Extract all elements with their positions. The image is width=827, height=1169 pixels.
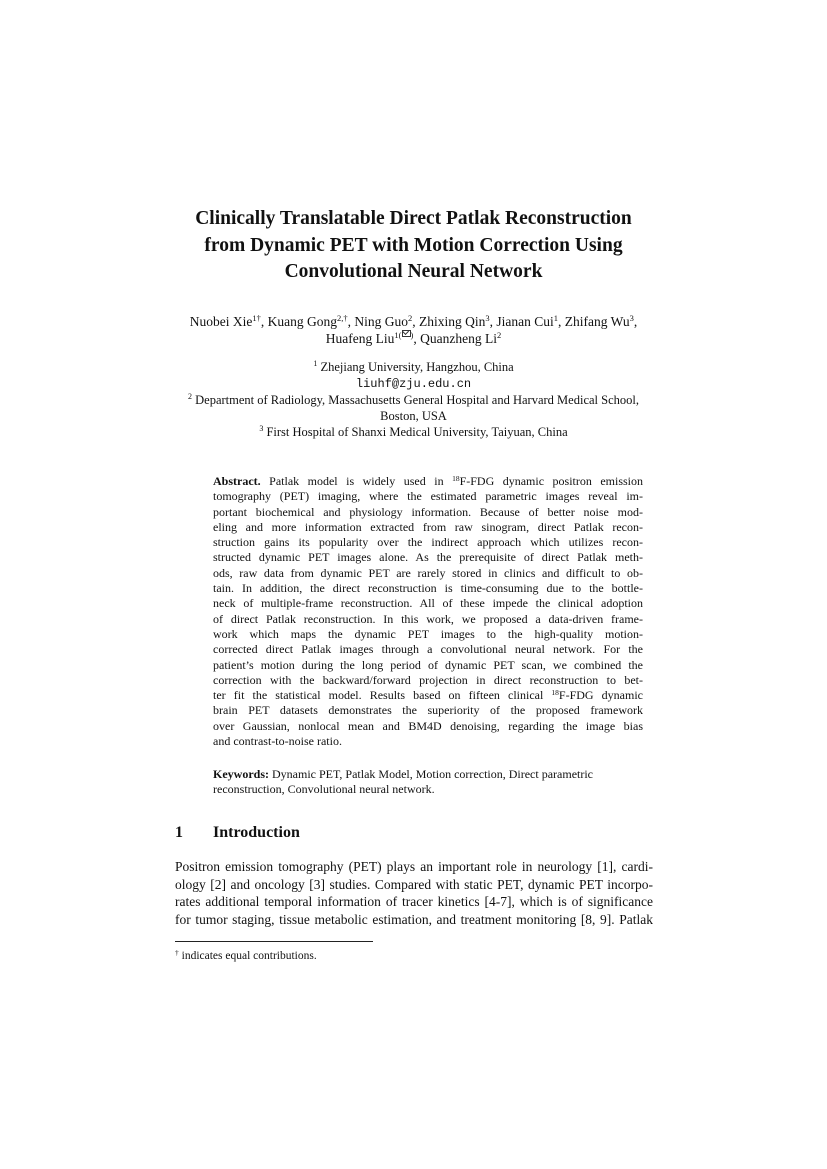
abstract-line: correction with the backward/forward projection in direct reconstruction to bet- — [213, 672, 643, 687]
author-name: Huafeng Liu — [325, 331, 395, 346]
body-line: Positron emission tomography (PET) plays an important role in neurology [1], cardi- — [175, 859, 653, 874]
abstract-line: and contrast-to-noise ratio. — [213, 734, 342, 749]
body-line: for tumor staging, tissue metabolic estimation, and treatment monitoring [8, 9]. Patlak — [175, 911, 653, 927]
author-name: Quanzheng Li — [420, 331, 497, 346]
author-affil-mark: 3 — [629, 313, 634, 323]
abstract-line: over Gaussian, nonlocal mean and BM4D denoising, regarding the image bias — [213, 718, 643, 733]
abstract-line: ter fit the statistical model. Results based on fifteen clinical $^{18}$F-FDG dynamic — [213, 688, 644, 703]
author-affil-mark: 2,† — [337, 313, 348, 323]
footnote-text: indicates equal contributions. — [178, 950, 317, 962]
abstract-line: tain. In addition, the direct reconstruction is time-consuming due to the bottle- — [213, 581, 643, 596]
affiliation-2-cont: Boston, USA — [380, 409, 447, 423]
affiliation-1: $^1$ Zhejiang University, Hangzhou, China — [313, 359, 514, 374]
paper-title — [150, 206, 677, 286]
affiliation-3: $^3$ First Hospital of Shanxi Medical University, Taiyuan, China — [259, 424, 568, 439]
author-name: Ning Guo — [354, 314, 409, 329]
title-line: Clinically Translatable Direct Patlak Reconstruction — [195, 208, 632, 229]
abstract-line: ods, raw data from dynamic PET are rarely stored in clinics and difficult to ob- — [213, 565, 643, 580]
keywords-label: Keywords: — [213, 767, 269, 781]
author-affil-mark: 2 — [408, 313, 413, 323]
intro-paragraph — [175, 858, 653, 928]
author-name: Kuang Gong — [267, 314, 338, 329]
section-heading — [175, 824, 300, 842]
author-name: Nuobei Xie — [189, 314, 253, 329]
body-line: rates additional temporal information of tracer kinetics [4-7], which is of significance — [175, 894, 653, 909]
author-affil-mark: 3 — [485, 313, 490, 323]
author-list — [110, 313, 717, 347]
abstract-label: Abstract. — [213, 474, 261, 488]
abstract-line: tomography (PET) imaging, where the estimated parametric images reveal im- — [213, 489, 643, 504]
author-name: Jianan Cui — [496, 314, 554, 329]
footnote-rule — [175, 941, 373, 942]
abstract-line: Abstract. Patlak model is widely used in $^{18}$F-FDG dynamic positron emission — [213, 474, 644, 488]
abstract-line: neck of multiple-frame reconstruction. All of these impede the clinical adoption — [213, 596, 643, 611]
section-title: Introduction — [213, 824, 300, 841]
keywords-line: Keywords: Dynamic PET, Patlak Model, Motion correction, Direct parametric — [213, 767, 594, 781]
author-affil-mark: 2 — [496, 330, 502, 340]
abstract-line: struction gains its popularity over the indirect approach which utilizes recon- — [213, 535, 643, 550]
abstract-line: eling and more information extracted from raw sinogram, direct Patlak recon- — [213, 519, 643, 534]
title-line: Convolutional Neural Network — [284, 261, 543, 282]
keywords-line: reconstruction, Convolutional neural network. — [213, 782, 435, 797]
author-affil-mark: 1( ) — [394, 330, 414, 340]
author-line: Huafeng Liu$^{1( )}$, Quanzheng Li$^2$ — [325, 330, 502, 346]
abstract — [213, 474, 643, 749]
abstract-line: patient’s motion during the long period of dynamic PET scan, we combined the — [213, 657, 643, 672]
affiliation-2: $^2$ Department of Radiology, Massachusetts General Hospital and Harvard Medical School, — [188, 392, 639, 407]
abstract-line: portant biochemical and physiology information. Because of better noise mod- — [213, 504, 643, 519]
contact-email[interactable]: liuhf@zju.edu.cn — [355, 377, 472, 391]
author-name: Zhixing Qin — [419, 314, 486, 329]
abstract-line: corrected direct Patlak images through a convolutional neural network. For the — [213, 642, 643, 657]
section-number: 1 — [175, 824, 183, 841]
abstract-line: structed dynamic PET images alone. As the prerequisite of direct Patlak meth- — [213, 550, 643, 565]
body-line: ology [2] and oncology [3] studies. Compared with static PET, dynamic PET incorpo- — [175, 876, 653, 892]
author-affil-mark: 1† — [252, 313, 261, 323]
keywords — [213, 767, 643, 798]
author-affil-mark: 1 — [553, 313, 559, 323]
author-line: Nuobei Xie$^{1\dagger}$, Kuang Gong$^{2,\dagger}$, Ning Guo$^2$, Zhixing Qin$^3$, Jianan Cui$^1$, Zhifang Wu$^3$, — [189, 313, 638, 329]
footnote-mark: † — [175, 948, 179, 957]
author-name: Zhifang Wu — [564, 314, 630, 329]
envelope-icon — [402, 330, 411, 337]
abstract-line: brain PET datasets demonstrates the superiority of the proposed framework — [213, 703, 643, 718]
abstract-line: of direct Patlak reconstruction. In this work, we proposed a data-driven frame- — [213, 611, 643, 626]
title-line: from Dynamic PET with Motion Correction Using — [204, 234, 623, 256]
abstract-line: work which maps the dynamic PET images to the high-quality motion- — [213, 626, 643, 641]
footnote — [175, 950, 317, 962]
affiliations — [110, 359, 717, 440]
